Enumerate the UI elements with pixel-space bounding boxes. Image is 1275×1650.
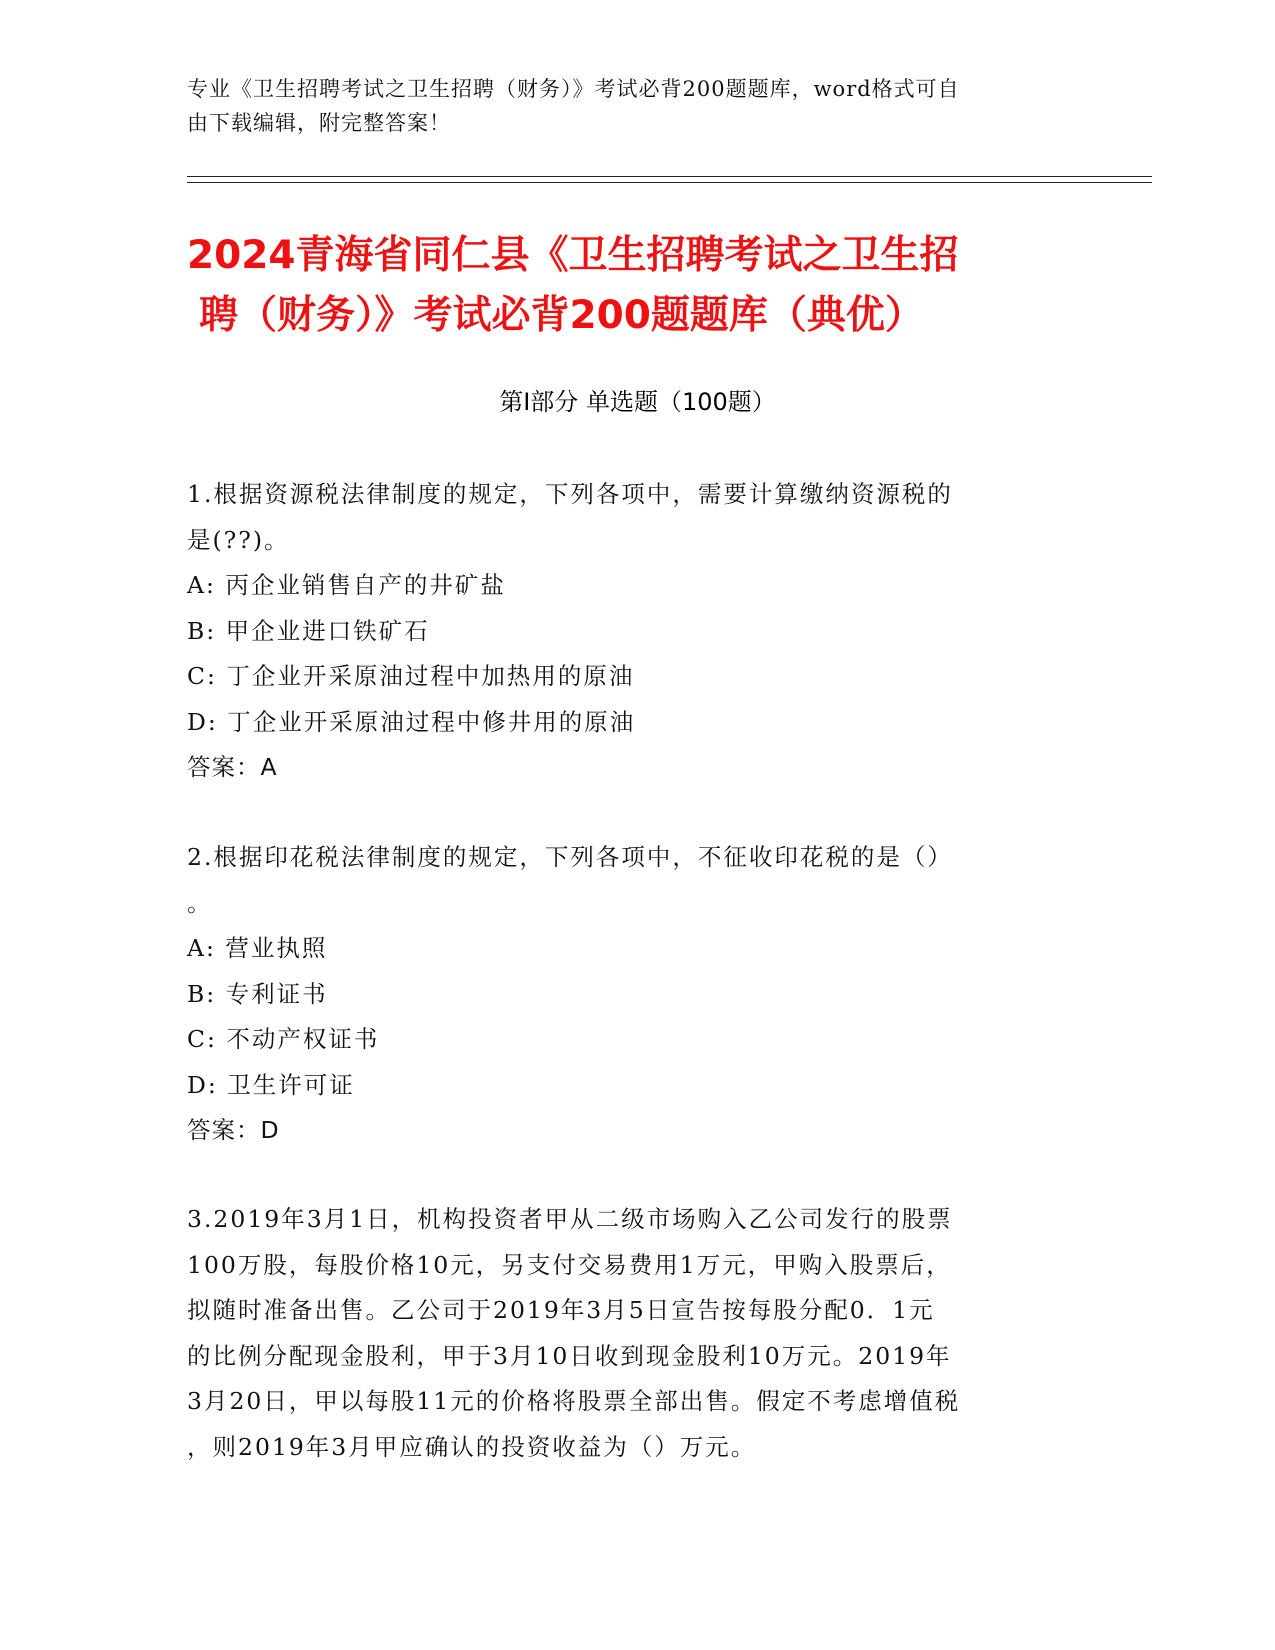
question-stem-line: 的比例分配现金股利，甲于3月10日收到现金股利10万元。2019年: [187, 1341, 952, 1370]
answer: 答案：A: [187, 753, 278, 781]
question-3: [187, 1197, 1077, 1470]
document-title-line-2: 聘（财务）》考试必背200题题库（典优）: [199, 293, 924, 338]
question-stem-line: 拟随时准备出售。乙公司于2019年3月5日宣告按每股分配0．1元: [187, 1296, 935, 1324]
header-divider-top: [187, 176, 1152, 177]
question-stem-line: 3月20日，甲以每股11元的价格将股票全部出售。假定不考虑增值税: [187, 1387, 961, 1415]
question-stem-line: 3.2019年3月1日，机构投资者甲从二级市场购入乙公司发行的股票: [187, 1205, 953, 1233]
header-note-line-1: 专业《卫生招聘考试之卫生招聘（财务）》考试必背200题题库，word格式可自: [187, 77, 960, 101]
question-stem-line: ，则2019年3月甲应确认的投资收益为（）万元。: [187, 1432, 757, 1461]
document-title: [187, 226, 1087, 346]
question-1: [187, 472, 1077, 791]
question-stem-line: 2.根据印花税法律制度的规定，下列各项中，不征收印花税的是（）: [187, 843, 953, 871]
option-a: A: 丙企业销售自产的井矿盐: [187, 571, 506, 599]
header-note: [187, 72, 1067, 140]
document-title-line-1: 2024青海省同仁县《卫生招聘考试之卫生招: [187, 233, 959, 278]
option-c: C: 丁企业开采原油过程中加热用的原油: [187, 662, 635, 690]
question-2: [187, 835, 1077, 1154]
option-b: B: 专利证书: [187, 979, 328, 1008]
option-d: D: 卫生许可证: [187, 1070, 355, 1099]
answer: 答案：D: [187, 1116, 280, 1144]
question-stem-line: 是(??)。: [187, 525, 290, 554]
option-c: C: 不动产权证书: [187, 1025, 380, 1053]
question-stem-line: 。: [187, 888, 213, 917]
section-heading: 第Ⅰ部分 单选题（100题）: [499, 388, 776, 416]
header-divider-bottom: [187, 182, 1152, 183]
option-a: A: 营业执照: [187, 934, 328, 962]
question-stem-line: 1.根据资源税法律制度的规定，下列各项中，需要计算缴纳资源税的: [187, 480, 953, 508]
option-d: D: 丁企业开采原油过程中修井用的原油: [187, 707, 636, 736]
option-b: B: 甲企业进口铁矿石: [187, 616, 430, 645]
header-note-line-2: 由下载编辑，附完整答案！: [187, 111, 451, 135]
question-stem-line: 100万股，每股价格10元，另支付交易费用1万元，甲购入股票后，: [187, 1250, 952, 1279]
